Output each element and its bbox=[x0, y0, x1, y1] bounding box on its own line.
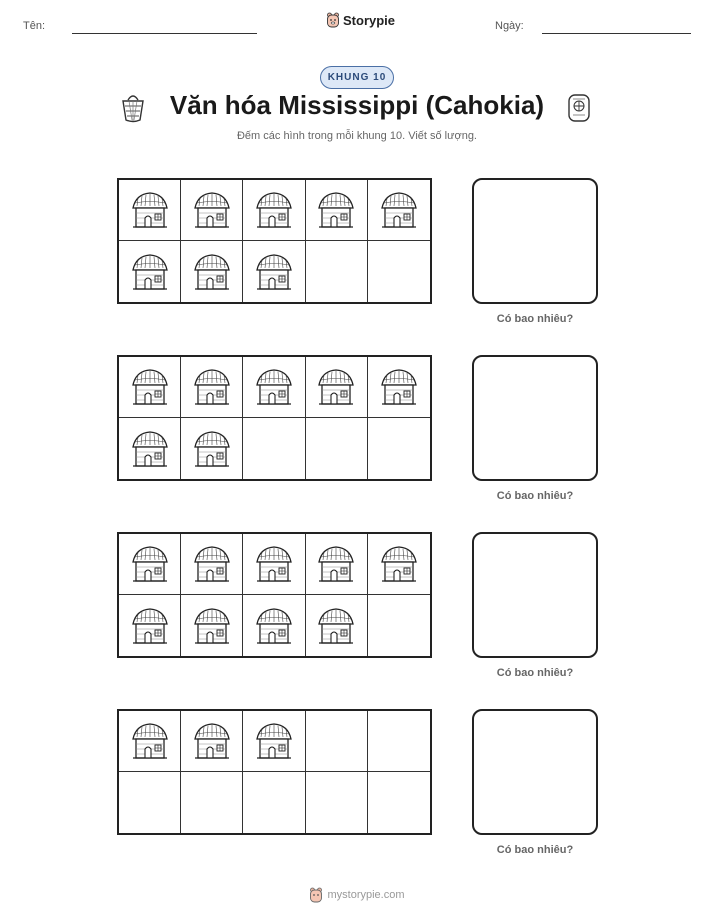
thatched-hut-icon bbox=[377, 544, 421, 584]
frame-cell bbox=[119, 595, 181, 656]
frame-cell bbox=[119, 180, 181, 241]
thatched-hut-icon bbox=[190, 367, 234, 407]
thatched-hut-icon bbox=[128, 721, 172, 761]
thatched-hut-icon bbox=[252, 252, 296, 292]
frame-cell bbox=[306, 357, 368, 418]
frame-cell bbox=[243, 772, 305, 833]
answer-box-3[interactable] bbox=[472, 532, 598, 658]
thatched-hut-icon bbox=[252, 721, 296, 761]
frame-cell bbox=[181, 534, 243, 595]
thatched-hut-icon bbox=[252, 190, 296, 230]
frame-cell bbox=[306, 534, 368, 595]
frame-cell bbox=[181, 595, 243, 656]
frame-cell bbox=[181, 711, 243, 772]
brand-logo bbox=[326, 12, 395, 28]
thatched-hut-icon bbox=[190, 190, 234, 230]
frame-cell bbox=[181, 180, 243, 241]
date-label: Ngày: bbox=[495, 20, 524, 32]
frame-cell bbox=[119, 772, 181, 833]
storypie-mascot-icon bbox=[326, 12, 340, 28]
storypie-mascot-icon bbox=[309, 887, 323, 903]
frame-cell bbox=[368, 357, 430, 418]
question-label: Có bao nhiêu? bbox=[496, 490, 574, 502]
question-label: Có bao nhiêu? bbox=[496, 667, 574, 679]
date-write-line[interactable] bbox=[542, 33, 691, 34]
thatched-hut-icon bbox=[252, 544, 296, 584]
answer-box-4[interactable] bbox=[472, 709, 598, 835]
frame-cell bbox=[368, 180, 430, 241]
frame-cell bbox=[368, 418, 430, 479]
frame-cell bbox=[243, 357, 305, 418]
question-label: Có bao nhiêu? bbox=[496, 313, 574, 325]
frame-cell bbox=[368, 241, 430, 302]
frame-cell bbox=[306, 418, 368, 479]
frame-cell bbox=[306, 241, 368, 302]
page-title: Văn hóa Mississippi (Cahokia) bbox=[169, 90, 545, 120]
thatched-hut-icon bbox=[190, 606, 234, 646]
frame-cell bbox=[306, 772, 368, 833]
thatched-hut-icon bbox=[314, 367, 358, 407]
name-label: Tên: bbox=[23, 20, 46, 32]
frame-cell bbox=[181, 418, 243, 479]
frame-cell bbox=[243, 241, 305, 302]
footer bbox=[0, 887, 714, 903]
frame-cell bbox=[119, 534, 181, 595]
name-write-line[interactable] bbox=[72, 33, 257, 34]
thatched-hut-icon bbox=[128, 252, 172, 292]
instructions: Đếm các hình trong mỗi khung 10. Viết số lượng. bbox=[236, 130, 477, 142]
frame-cell bbox=[119, 241, 181, 302]
frame-cell bbox=[119, 357, 181, 418]
carved-tablet-icon bbox=[567, 93, 591, 123]
frame-cell bbox=[119, 418, 181, 479]
thatched-hut-icon bbox=[190, 429, 234, 469]
frame-cell bbox=[181, 241, 243, 302]
thatched-hut-icon bbox=[128, 367, 172, 407]
frame-cell bbox=[243, 711, 305, 772]
thatched-hut-icon bbox=[314, 606, 358, 646]
ten-frame-3 bbox=[117, 532, 432, 658]
brand-name: Storypie bbox=[343, 12, 396, 28]
frame-cell bbox=[368, 534, 430, 595]
answer-box-1[interactable] bbox=[472, 178, 598, 304]
frame-cell bbox=[368, 595, 430, 656]
frame-cell bbox=[368, 772, 430, 833]
thatched-hut-icon bbox=[190, 252, 234, 292]
thatched-hut-icon bbox=[128, 429, 172, 469]
frame-cell bbox=[243, 180, 305, 241]
footer-url: mystorypie.com bbox=[327, 889, 405, 901]
question-label: Có bao nhiêu? bbox=[496, 844, 574, 856]
thatched-hut-icon bbox=[314, 190, 358, 230]
ten-frame-2 bbox=[117, 355, 432, 481]
frame-cell bbox=[243, 534, 305, 595]
frame-cell bbox=[368, 711, 430, 772]
thatched-hut-icon bbox=[128, 606, 172, 646]
frame-cell bbox=[306, 180, 368, 241]
ten-frame-badge: KHUNG 10 bbox=[320, 66, 394, 89]
thatched-hut-icon bbox=[377, 367, 421, 407]
thatched-hut-icon bbox=[190, 544, 234, 584]
frame-cell bbox=[181, 772, 243, 833]
thatched-hut-icon bbox=[252, 367, 296, 407]
thatched-hut-icon bbox=[314, 544, 358, 584]
thatched-hut-icon bbox=[252, 606, 296, 646]
ten-frame-4 bbox=[117, 709, 432, 835]
ten-frame-1 bbox=[117, 178, 432, 304]
frame-cell bbox=[181, 357, 243, 418]
thatched-hut-icon bbox=[128, 544, 172, 584]
thatched-hut-icon bbox=[377, 190, 421, 230]
frame-cell bbox=[243, 418, 305, 479]
thatched-hut-icon bbox=[128, 190, 172, 230]
frame-cell bbox=[306, 595, 368, 656]
frame-cell bbox=[119, 711, 181, 772]
answer-box-2[interactable] bbox=[472, 355, 598, 481]
thatched-hut-icon bbox=[190, 721, 234, 761]
frame-cell bbox=[243, 595, 305, 656]
frame-cell bbox=[306, 711, 368, 772]
